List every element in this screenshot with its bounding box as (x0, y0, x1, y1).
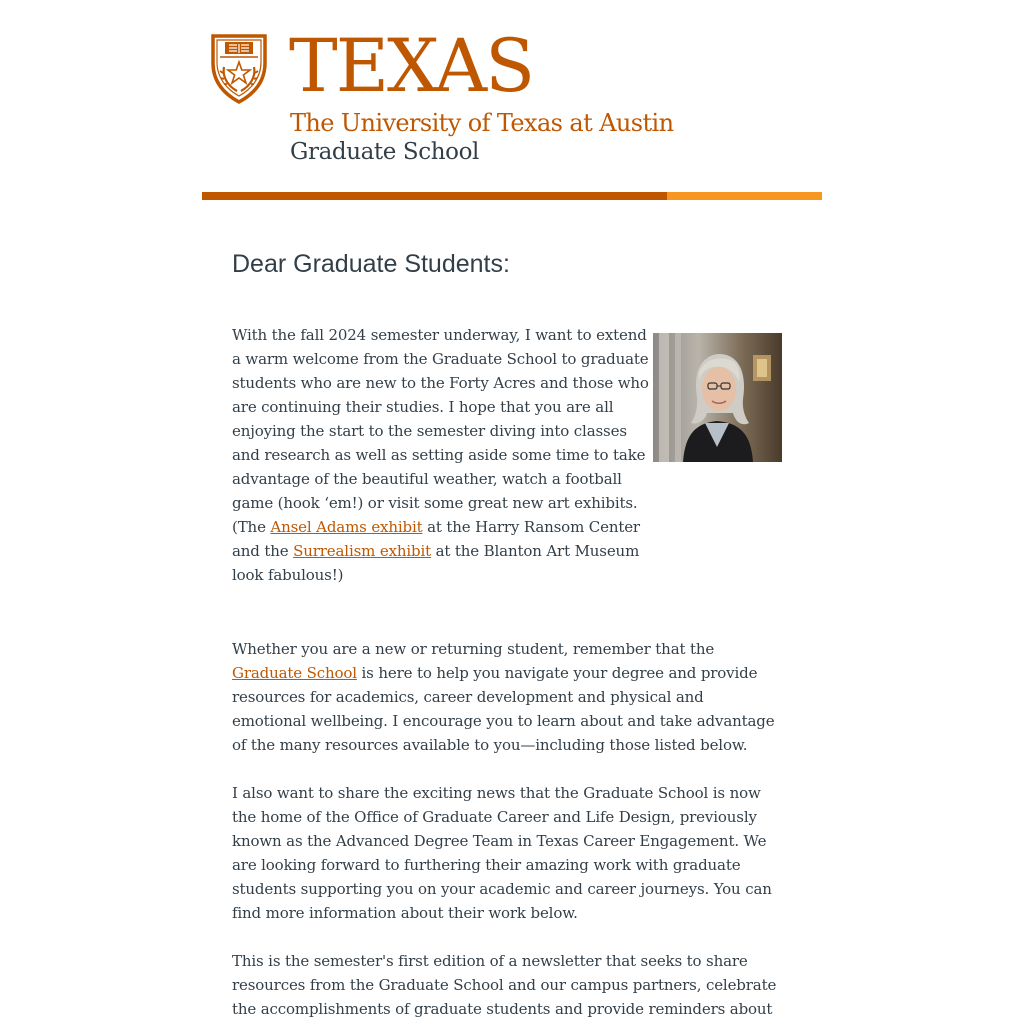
paragraph-newsletter: This is the semester's first edition of a newsletter that seeks to share resources from the Graduate School and our campus partners, celebrate the accomplishments of graduate students and provide reminders about (232, 952, 777, 1018)
paragraph-text: at the Blanton Art Museum look fabulous!) (232, 542, 640, 584)
email-header (202, 0, 822, 200)
greeting-heading: Dear Graduate Students: (232, 250, 510, 278)
paragraph-career-office: I also want to share the exciting news that the Graduate School is now the home of the Office of Graduate Career and Life Design, previously known as the Advanced Degree Team in Texas Career Engagement. We are looking forward to furthering their amazing work with graduate students supporting you on your academic and career journeys. You can find more information about their work below. (232, 784, 772, 922)
university-name: The University of Texas at Austin (290, 109, 674, 137)
ansel-adams-exhibit-link[interactable]: Ansel Adams exhibit (270, 518, 423, 536)
dean-portrait-photo (653, 333, 782, 462)
surrealism-exhibit-link[interactable]: Surrealism exhibit (293, 542, 432, 560)
paragraph-text: is here to help you navigate your degree and provide resources for academics, career development and physical and emotional wellbeing. I encourage you to learn about and take advantage of the many resources available to you—including those listed below. (232, 664, 775, 754)
graduate-school-name: Graduate School (290, 139, 479, 165)
divider-light-segment (667, 192, 822, 200)
paragraph-text: Whether you are a new or returning student, remember that the (232, 640, 715, 658)
header-divider-bar (202, 192, 822, 200)
graduate-school-link[interactable]: Graduate School (232, 664, 357, 682)
paragraph-text: at the Harry Ransom Center and the (232, 518, 640, 560)
texas-wordmark: TEXAS (289, 24, 534, 109)
paragraph-resources (232, 637, 782, 757)
divider-dark-segment (202, 192, 667, 200)
paragraph-text: With the fall 2024 semester underway, I want to extend a warm welcome from the Graduate School to graduate students who are new to the Forty Acres and those who are continuing their studies. I hope that you are all enjoying the start to the semester diving into classes and research as well as setting aside some time to take advantage of the beautiful weather, watch a football game (hook ‘em!) or visit some great new art exhibits. (The (232, 326, 649, 536)
ut-shield-logo (210, 33, 268, 105)
paragraph-welcome (232, 323, 652, 587)
